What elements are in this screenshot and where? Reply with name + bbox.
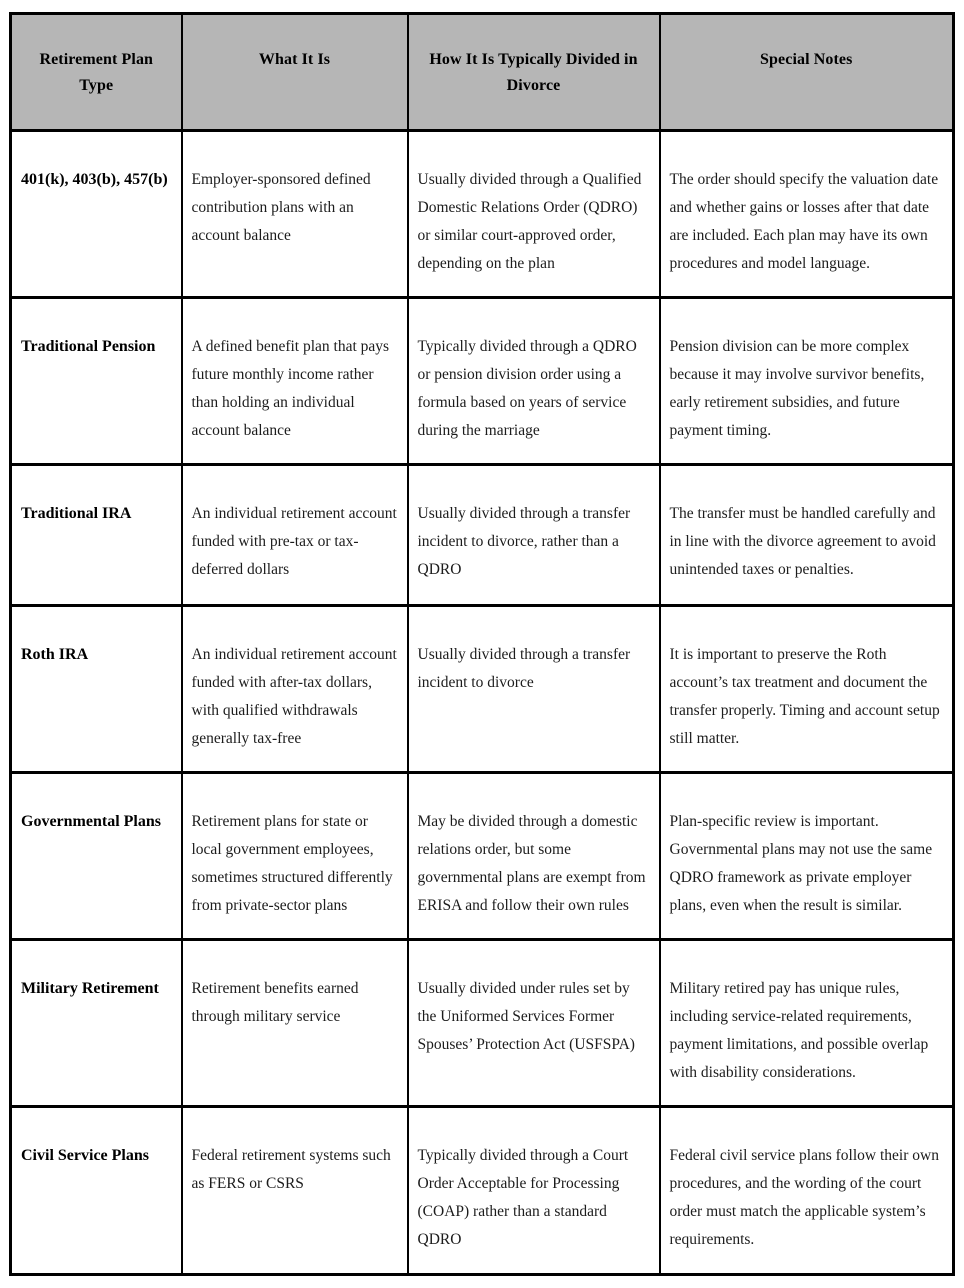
cell-special-notes: Federal civil service plans follow their own procedures, and the wording of the court order must match the applicable system’s requirements. [660, 1107, 954, 1275]
cell-division-method: Typically divided through a Court Order Acceptable for Processing (COAP) rather than a standard QDRO [408, 1107, 660, 1275]
table-row [11, 606, 954, 773]
column-header-plan-type: Retirement Plan Type [11, 14, 182, 131]
cell-what-it-is: An individual retirement account funded with pre-tax or tax-deferred dollars [182, 465, 408, 606]
cell-plan-type: Roth IRA [11, 606, 182, 773]
cell-division-method: Usually divided through a transfer incident to divorce [408, 606, 660, 773]
table-row [11, 773, 954, 940]
cell-plan-type: Military Retirement [11, 940, 182, 1107]
cell-what-it-is: Federal retirement systems such as FERS or CSRS [182, 1107, 408, 1275]
cell-division-method: Usually divided under rules set by the Uniformed Services Former Spouses’ Protection Act (USFSPA) [408, 940, 660, 1107]
table-body [11, 131, 954, 1275]
cell-special-notes: It is important to preserve the Roth account’s tax treatment and document the transfer properly. Timing and account setup still matter. [660, 606, 954, 773]
cell-what-it-is: Retirement plans for state or local government employees, sometimes structured differently from private-sector plans [182, 773, 408, 940]
cell-what-it-is: An individual retirement account funded with after-tax dollars, with qualified withdrawals generally tax-free [182, 606, 408, 773]
cell-plan-type: Traditional IRA [11, 465, 182, 606]
table-row [11, 1107, 954, 1275]
cell-what-it-is: A defined benefit plan that pays future monthly income rather than holding an individual account balance [182, 298, 408, 465]
table-row [11, 940, 954, 1107]
cell-special-notes: Pension division can be more complex because it may involve survivor benefits, early retirement subsidies, and future payment timing. [660, 298, 954, 465]
cell-plan-type: Governmental Plans [11, 773, 182, 940]
cell-special-notes: Plan-specific review is important. Governmental plans may not use the same QDRO framework as private employer plans, even when the result is similar. [660, 773, 954, 940]
cell-what-it-is: Retirement benefits earned through military service [182, 940, 408, 1107]
table-row [11, 465, 954, 606]
table-row [11, 298, 954, 465]
header-row [11, 14, 954, 131]
cell-special-notes: The transfer must be handled carefully and in line with the divorce agreement to avoid unintended taxes or penalties. [660, 465, 954, 606]
cell-division-method: Typically divided through a QDRO or pension division order using a formula based on years of service during the marriage [408, 298, 660, 465]
table-header [11, 14, 954, 131]
cell-plan-type: Civil Service Plans [11, 1107, 182, 1275]
cell-plan-type: Traditional Pension [11, 298, 182, 465]
cell-special-notes: The order should specify the valuation date and whether gains or losses after that date are included. Each plan may have its own procedures and model language. [660, 131, 954, 298]
cell-division-method: May be divided through a domestic relations order, but some governmental plans are exempt from ERISA and follow their own rules [408, 773, 660, 940]
column-header-what-it-is: What It Is [182, 14, 408, 131]
cell-division-method: Usually divided through a transfer incident to divorce, rather than a QDRO [408, 465, 660, 606]
column-header-special-notes: Special Notes [660, 14, 954, 131]
column-header-division-method: How It Is Typically Divided in Divorce [408, 14, 660, 131]
table-row [11, 131, 954, 298]
cell-what-it-is: Employer-sponsored defined contribution plans with an account balance [182, 131, 408, 298]
cell-special-notes: Military retired pay has unique rules, including service-related requirements, payment limitations, and possible overlap with disability considerations. [660, 940, 954, 1107]
retirement-plans-table [9, 12, 955, 1276]
cell-plan-type: 401(k), 403(b), 457(b) [11, 131, 182, 298]
cell-division-method: Usually divided through a Qualified Domestic Relations Order (QDRO) or similar court-approved order, depending on the plan [408, 131, 660, 298]
